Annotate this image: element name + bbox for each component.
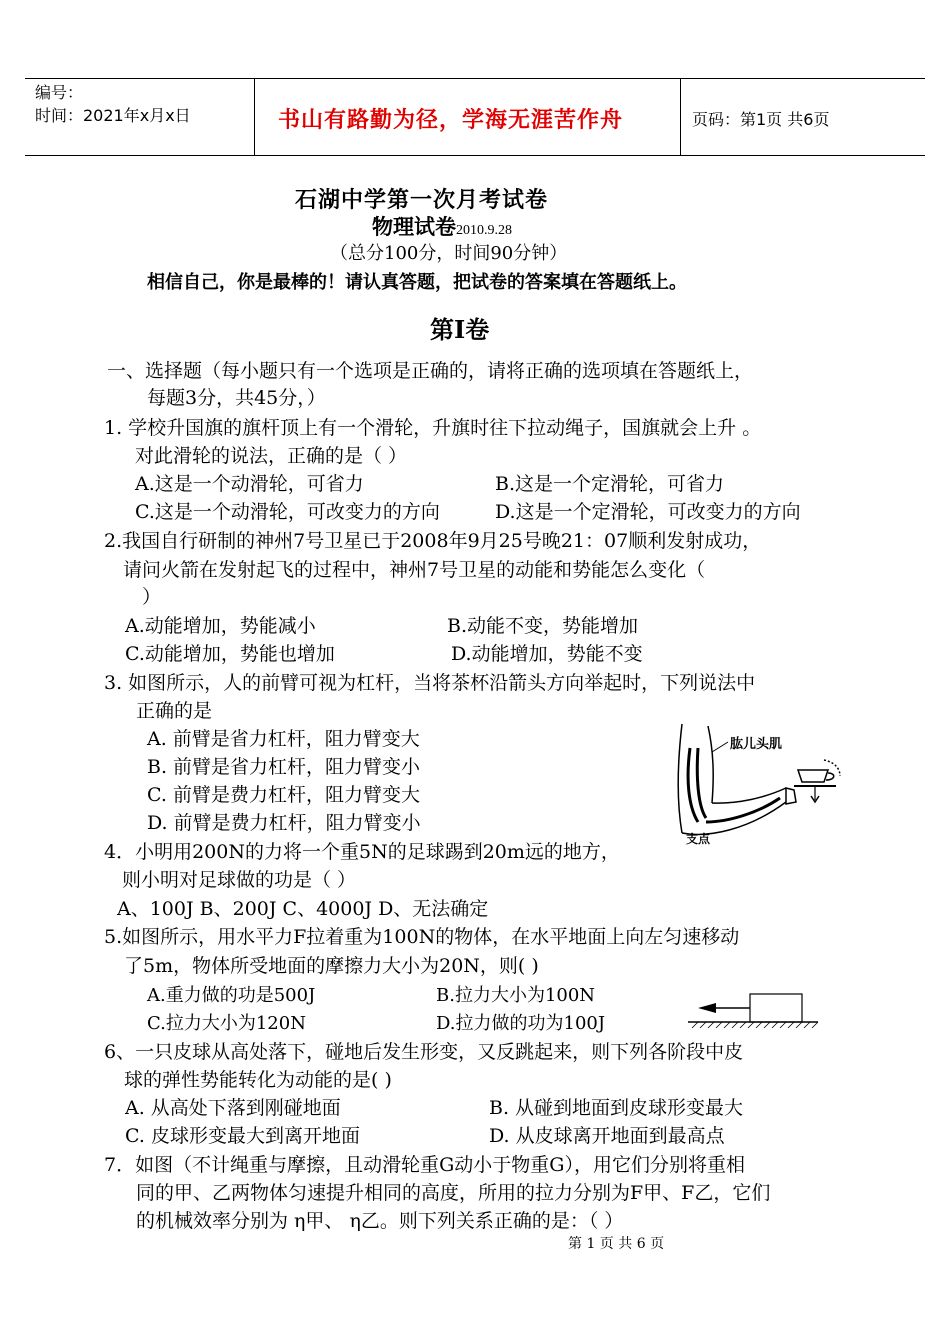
question-6-option-c: C. 皮球形变最大到离开地面 [125,1125,360,1147]
question-3-option-d: D. 前臂是费力杠杆，阻力臂变小 [147,812,421,834]
left-arrow-icon [698,1003,716,1013]
block-pull-figure [684,990,824,1032]
block-object [750,994,802,1022]
question-1-stem-line2: 对此滑轮的说法，正确的是（ ） [135,445,408,467]
header-divider-left [254,78,255,155]
question-2-stem-line2: 请问火箭在发射起飞的过程中，神州7号卫星的动能和势能怎么变化（ [123,559,706,581]
figure-label-pivot: 支点 [686,832,711,846]
question-5-option-b: B.拉力大小为100N [436,985,596,1006]
exam-score-time: （总分100分，时间90分钟） [330,243,568,264]
question-5-stem-line1: 5.如图所示，用水平力F拉着重为100N的物体，在水平地面上向左匀速移动 [104,926,740,948]
serial-number-label: 编号： [35,83,84,102]
exam-date: 2010.9.28 [456,223,512,238]
page-footer: 第 1 页 共 6 页 [568,1236,665,1252]
question-5-option-d: D.拉力做的功为100J [436,1013,606,1034]
question-4-stem-line2: 则小明对足球做的功是（ ） [122,869,357,891]
teacup-icon [798,770,828,782]
question-1-option-d: D.这是一个定滑轮，可改变力的方向 [495,501,801,523]
question-6-option-d: D. 从皮球离开地面到最高点 [489,1125,725,1147]
question-3-option-a: A. 前臂是省力杠杆，阻力臂变大 [147,728,420,750]
question-3-option-b: B. 前臂是省力杠杆，阻力臂变小 [147,756,421,778]
question-5-option-c: C.拉力大小为120N [147,1013,306,1034]
section-heading-line1: 一、选择题（每小题只有一个选项是正确的，请将正确的选项填在答题纸上， [107,360,754,382]
volume-heading: 第Ⅰ卷 [430,315,490,344]
question-3-stem-line2: 正确的是 [136,700,213,722]
question-4-stem-line1: 4．小明用200N的力将一个重5N的足球踢到20m远的地方， [104,841,620,863]
header-motto: 书山有路勤为径，学海无涯苦作舟 [278,108,624,133]
question-2-option-c: C.动能增加，势能也增加 [125,643,335,665]
question-6-stem-line2: 球的弹性势能转化为动能的是( ) [124,1069,392,1091]
forearm-lever-figure [668,718,848,848]
exam-encouragement: 相信自己，你是最棒的！请认真答题，把试卷的答案填在答题纸上。 [147,272,687,293]
question-5-option-a: A.重力做的功是500J [147,985,316,1006]
ground-hatching [692,1022,818,1028]
question-2-option-d: D.动能增加，势能不变 [451,643,643,665]
question-7-stem-line3: 的机械效率分别为 η甲、 η乙。则下列关系正确的是：（ ） [136,1210,624,1232]
hand-outline [786,788,796,804]
question-2-stem-line3: ） [142,586,162,608]
question-5-stem-line2: 了5m，物体所受地面的摩擦力大小为20N，则( ) [124,955,539,977]
header-bottom-border [25,155,925,156]
section-heading-line2: 每题3分，共45分，） [147,387,326,409]
upper-arm-outline [678,724,682,833]
page-number-label: 页码：第1页 共6页 [692,110,830,129]
question-3-stem-line1: 3. 如图所示，人的前臂可视为杠杆，当将茶杯沿箭头方向举起时，下列说法中 [104,672,756,694]
question-1-stem-line1: 1. 学校升国旗的旗杆顶上有一个滑轮，升旗时往下拉动绳子，国旗就会上升 。 [104,417,762,439]
question-4-options: A、100J B、200J C、4000J D、无法确定 [117,898,489,920]
question-1-option-c: C.这是一个动滑轮，可改变力的方向 [135,501,440,523]
exam-subject-line [372,211,512,241]
question-7-stem-line1: 7．如图（不计绳重与摩擦，且动滑轮重G动小于物重G），用它们分别将重相 [104,1154,745,1176]
exam-subject-title: 物理试卷 [372,214,456,239]
exam-school-title: 石湖中学第一次月考试卷 [295,187,549,213]
figure-label-muscle: 肱儿头肌 [730,737,783,752]
question-6-option-a: A. 从高处下落到刚碰地面 [125,1097,341,1119]
question-2-option-b: B.动能不变，势能增加 [447,615,639,637]
question-2-stem-line1: 2.我国自行研制的神州7号卫星已于2008年9月25号晚21：07顺利发射成功， [104,530,762,552]
header-divider-right [680,78,681,155]
header-top-border [25,78,925,79]
question-2-option-a: A.动能增加，势能减小 [125,615,316,637]
question-7-stem-line2: 同的甲、乙两物体匀速提升相同的高度，所用的拉力分别为F甲、F乙，它们 [136,1182,771,1204]
question-1-option-b: B.这是一个定滑轮，可省力 [495,473,725,495]
question-6-option-b: B. 从碰到地面到皮球形变最大 [489,1097,744,1119]
question-3-option-c: C. 前臂是费力杠杆，阻力臂变大 [147,784,420,806]
question-6-stem-line1: 6、一只皮球从高处落下，碰地后发生形变，又反跳起来，则下列各阶段中皮 [104,1041,744,1063]
exam-time-label: 时间：2021年x月x日 [35,106,191,125]
question-1-option-a: A.这是一个动滑轮，可省力 [135,473,364,495]
